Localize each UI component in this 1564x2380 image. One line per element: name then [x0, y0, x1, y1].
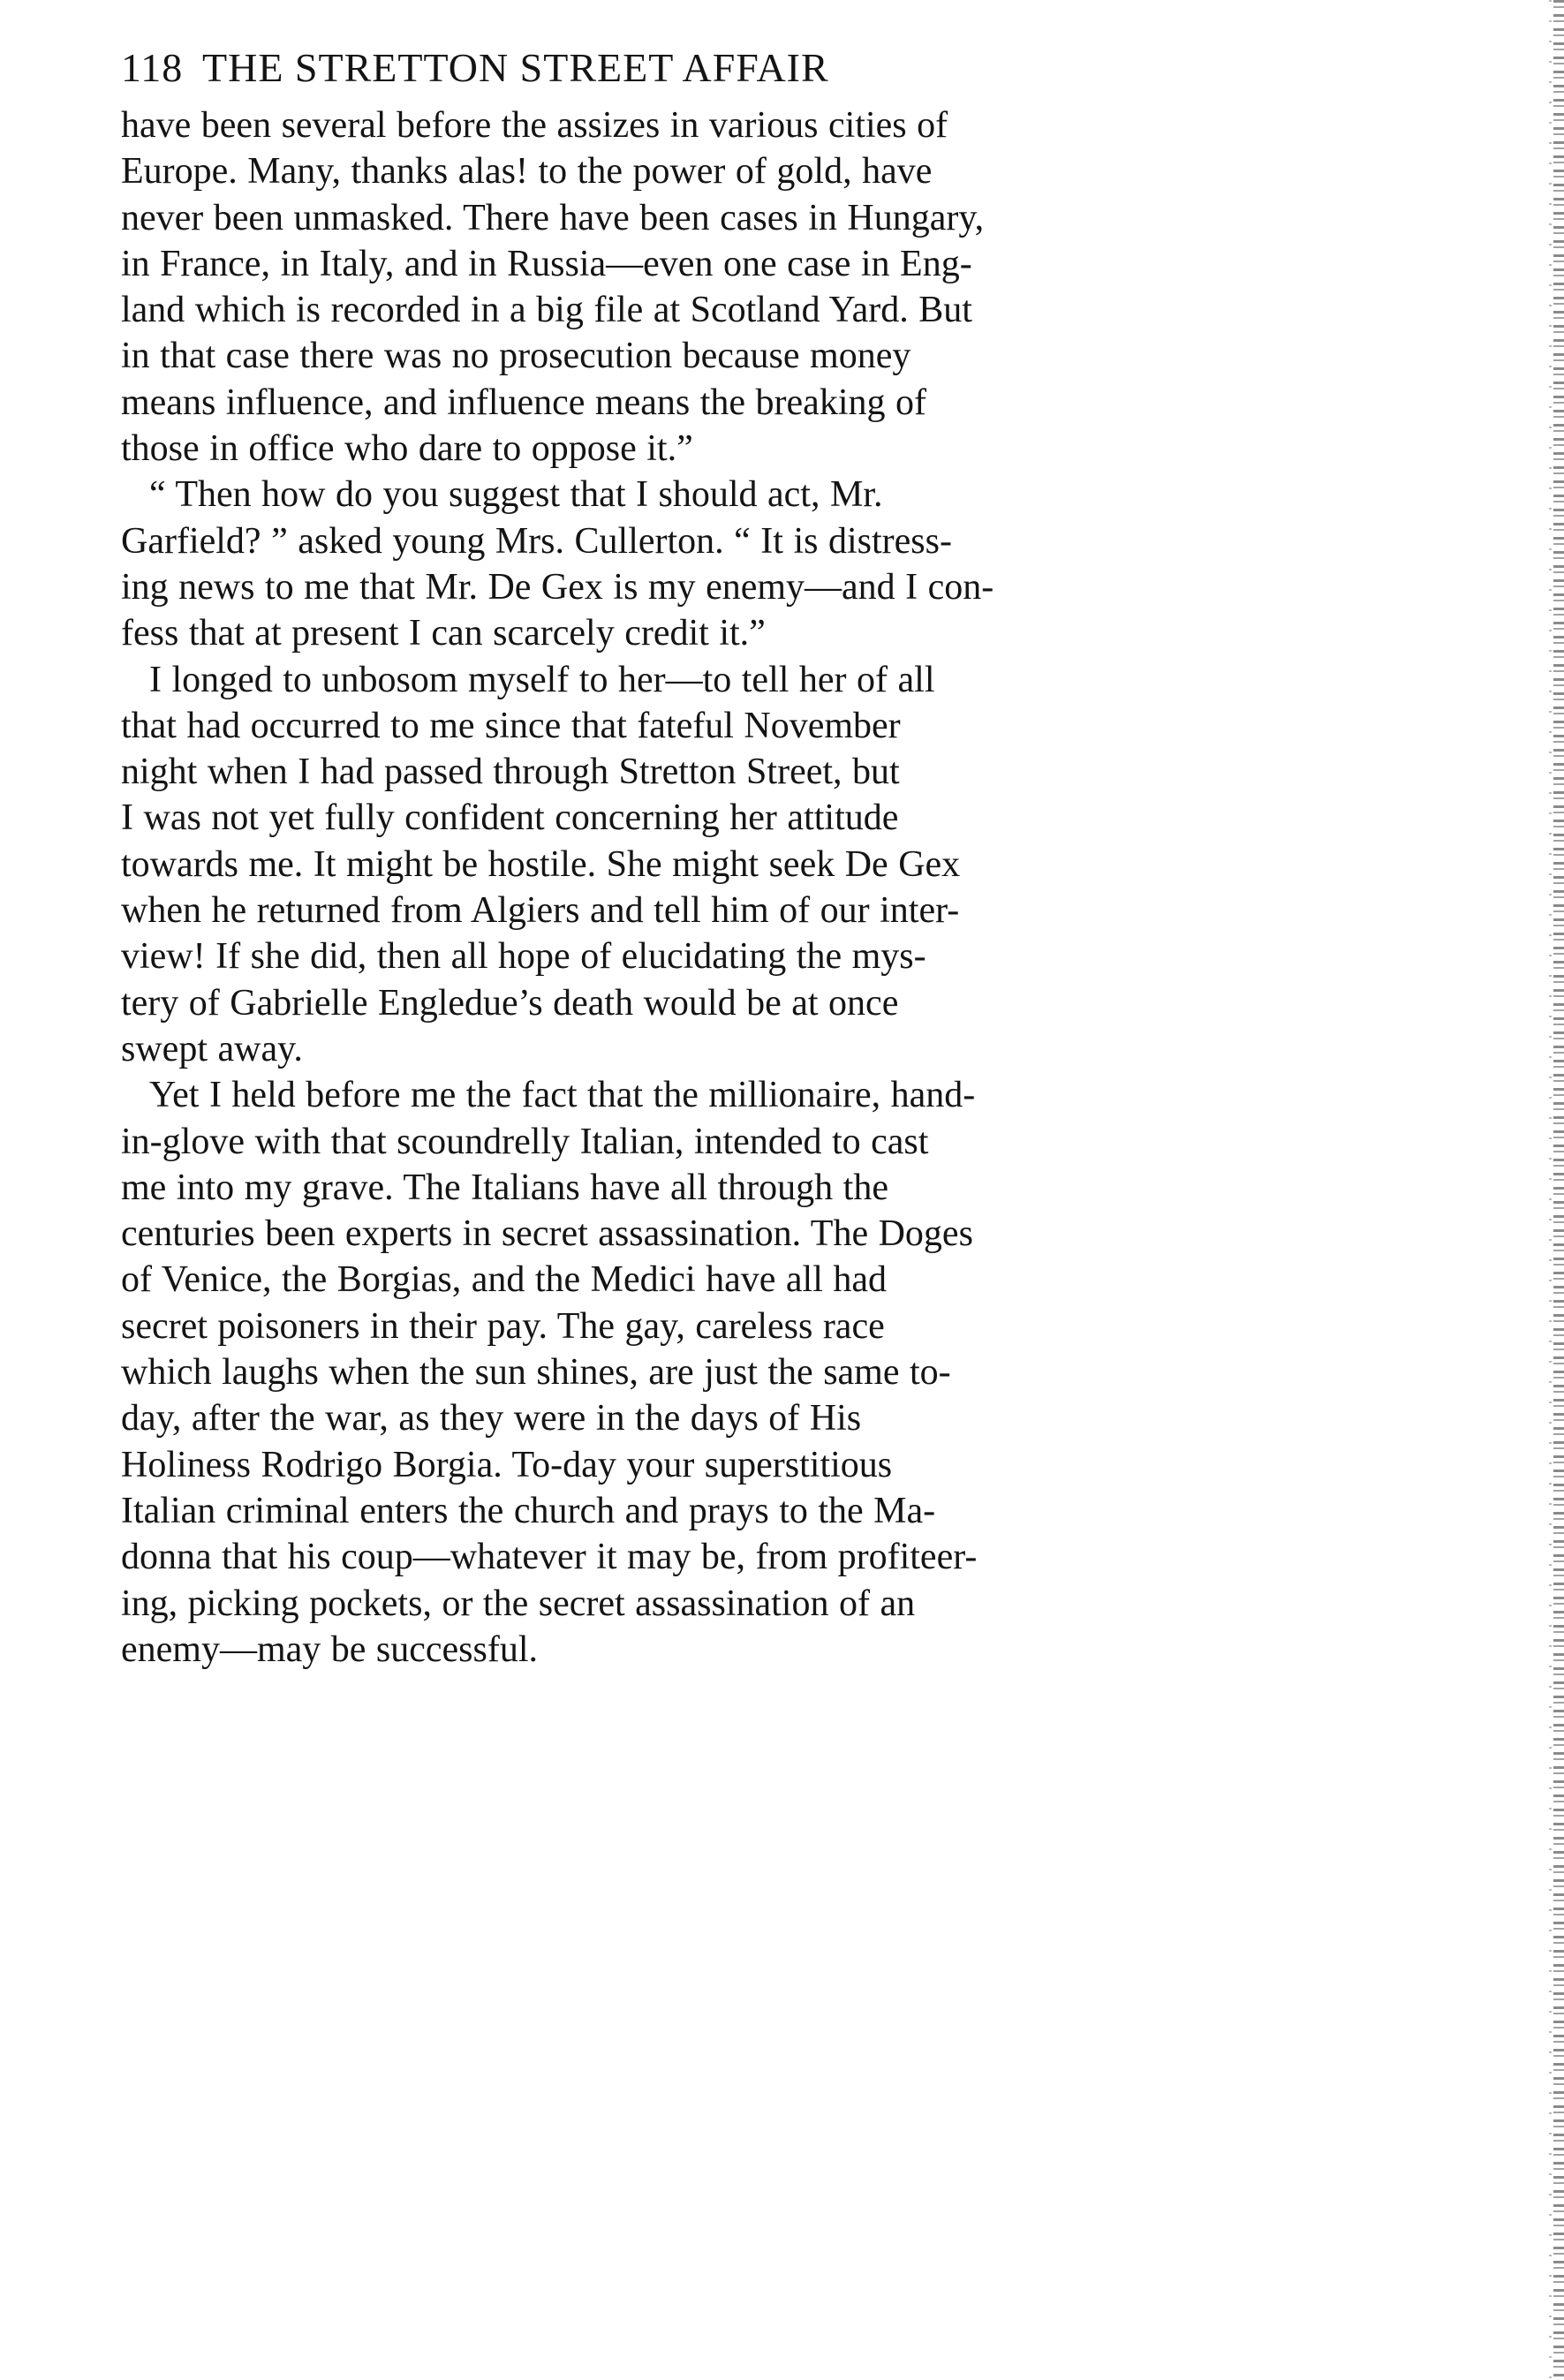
text-line: I was not yet fully confident concerning her attitude	[121, 797, 899, 839]
text-line: swept away.	[121, 1028, 303, 1069]
text-line: me into my grave. The Italians have all through the	[121, 1167, 888, 1208]
running-title: THE STRETTON STREET AFFAIR	[202, 45, 829, 90]
text-line: of Venice, the Borgias, and the Medici have all had	[121, 1259, 888, 1301]
text-line: view! If she did, then all hope of elucidating the mys-	[121, 936, 926, 978]
text-line: ing, picking pockets, or the secret assassination of an	[121, 1583, 916, 1624]
body-text	[121, 102, 994, 1673]
text-line: Holiness Rodrigo Borgia. To-day your superstitious	[121, 1444, 893, 1485]
text-line: I longed to unbosom myself to her—to tell her of all	[149, 659, 935, 700]
text-line: tery of Gabrielle Engledue’s death would be at once	[121, 982, 899, 1024]
scan-border	[1553, 0, 1564, 2380]
text-line: in that case there was no prosecution because money	[121, 336, 911, 377]
text-line: in-glove with that scoundrelly Italian, intended to cast	[121, 1121, 929, 1162]
page-number: 118	[121, 45, 184, 90]
text-line: donna that his coup—whatever it may be, from profiteer-	[121, 1537, 978, 1578]
text-line: when he returned from Algiers and tell him of our inter-	[121, 890, 960, 932]
text-line: means influence, and influence means the breaking of	[121, 382, 926, 423]
text-line: never been unmasked. There have been cases in Hungary,	[121, 197, 985, 238]
text-line: centuries been experts in secret assassination. The Doges	[121, 1213, 973, 1255]
text-line: Italian criminal enters the church and prays to the Ma-	[121, 1490, 936, 1531]
text-line: “ Then how do you suggest that I should act, Mr.	[149, 474, 883, 516]
text-line: ing news to me that Mr. De Gex is my enemy—and I con-	[121, 566, 994, 608]
text-line: which laughs when the sun shines, are just the same to-	[121, 1352, 951, 1394]
text-line: secret poisoners in their pay. The gay, careless race	[121, 1305, 885, 1347]
text-line: Yet I held before me the fact that the millionaire, hand-	[149, 1075, 976, 1116]
text-line: night when I had passed through Stretton Street, but	[121, 752, 900, 793]
text-line: Europe. Many, thanks alas! to the power of gold, have	[121, 151, 933, 193]
running-head	[121, 45, 829, 90]
text-line: land which is recorded in a big file at Scotland Yard. But	[121, 290, 972, 331]
text-line: fess that at present I can scarcely credit it.”	[121, 613, 766, 654]
text-line: that had occurred to me since that fateful November	[121, 705, 901, 746]
text-line: in France, in Italy, and in Russia—even one case in Eng-	[121, 243, 972, 284]
text-line: enemy—may be successful.	[121, 1628, 539, 1670]
text-line: those in office who dare to oppose it.”	[121, 428, 693, 470]
text-line: have been several before the assizes in various cities of	[121, 105, 948, 146]
scan-border-shadow	[1549, 0, 1552, 2380]
text-line: Garfield? ” asked young Mrs. Cullerton. “ It is distress-	[121, 520, 952, 562]
text-line: towards me. It might be hostile. She might seek De Gex	[121, 843, 961, 885]
text-line: day, after the war, as they were in the days of His	[121, 1398, 862, 1439]
